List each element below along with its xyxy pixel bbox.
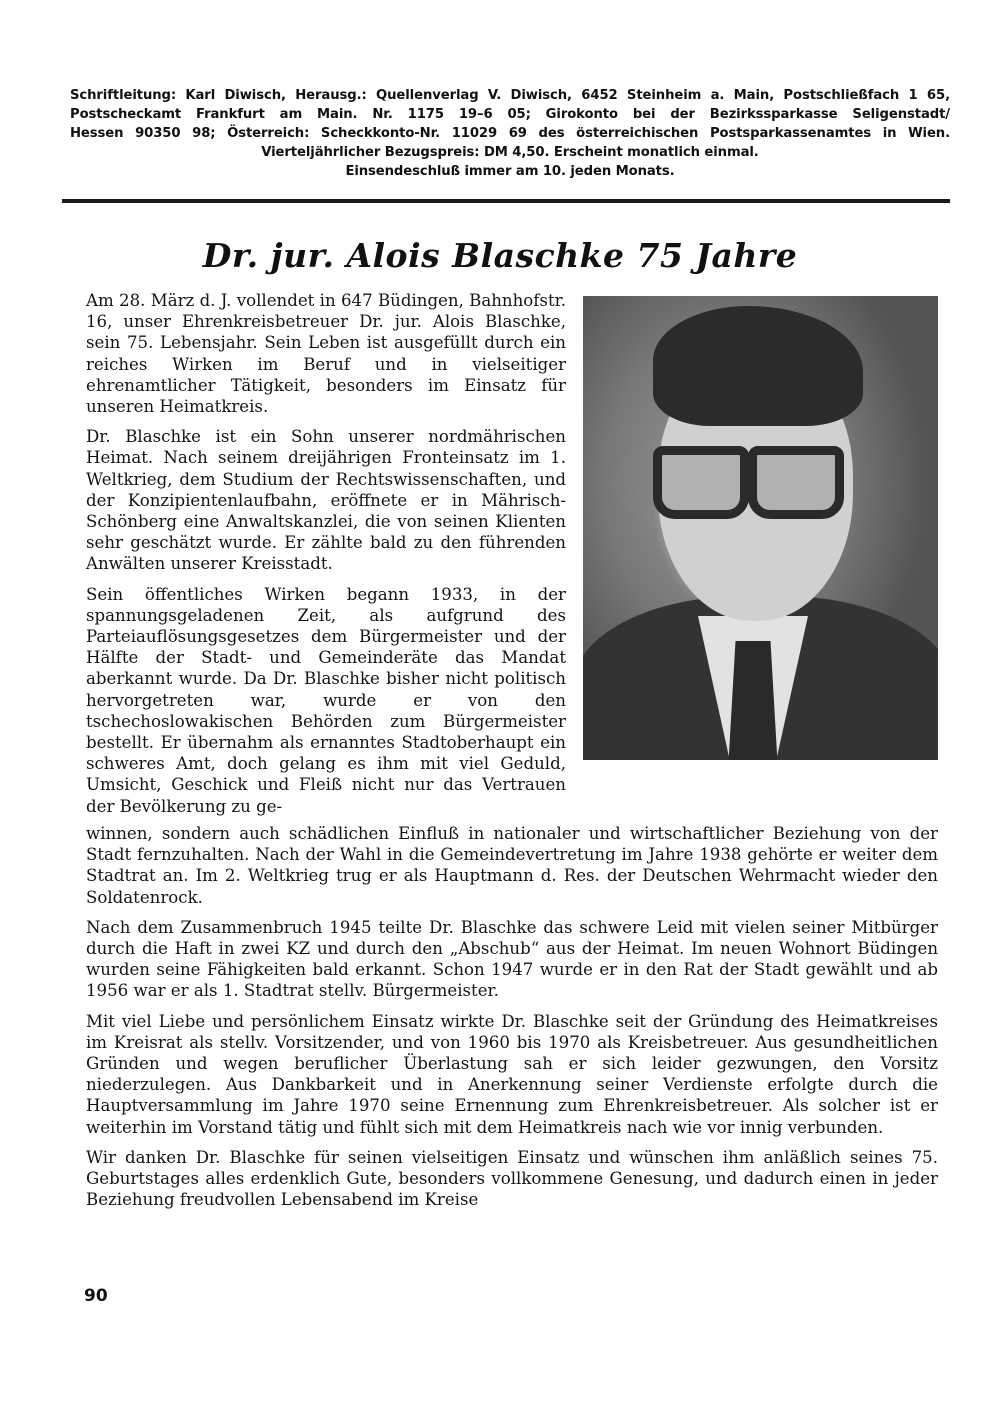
masthead-line: Hessen 90350 98; Österreich: Scheckkonto-Nr. 11029 69 des österreichischen Postsparkassenamtes in Wien.	[70, 126, 950, 141]
masthead-line: Vierteljährlicher Bezugspreis: DM 4,50. Erscheint monatlich einmal.	[261, 145, 759, 160]
masthead-line: Schriftleitung: Karl Diwisch, Herausg.: Quellenverlag V. Diwisch, 6452 Steinheim a. Main, Postschließfach 1 65,	[70, 88, 950, 103]
article-column	[86, 290, 566, 817]
masthead-divider	[62, 199, 950, 203]
photo-hair	[653, 306, 863, 426]
photo-tie	[728, 641, 778, 760]
masthead-line: Einsendeschluß immer am 10. jeden Monats.	[345, 164, 675, 179]
paragraph: winnen, sondern auch schädlichen Einfluß in nationaler und wirtschaftlicher Beziehung von der Stadt fernzuhalten. Nach der Wahl in die Gemeindevertretung im Jahre 1938 gehörte er weiter dem Stadtrat an. Im 2. Weltkrieg trug er als Hauptmann d. Res. der Deutschen Wehrmacht wieder den Soldatenrock.	[86, 824, 938, 907]
paragraph: Am 28. März d. J. vollendet in 647 Büdingen, Bahnhofstr. 16, unser Ehrenkreisbetreuer Dr. jur. Alois Blaschke, sein 75. Lebensjahr. Sein Leben ist ausgefüllt durch ein reiches Wirken im Beruf und in vielseitiger ehrenamtlicher Tätigkeit, besonders im Einsatz für unseren Heimatkreis.	[86, 291, 566, 417]
paragraph: Dr. Blaschke ist ein Sohn unserer nordmährischen Heimat. Nach seinem dreijährigen Fronteinsatz im 1. Weltkrieg, dem Studium der Rechtswissenschaften, und der Konzipientenlaufbahn, eröffnete er in Mährisch-Schönberg eine Anwaltskanzlei, die von seinen Klienten sehr geschätzt wurde. Er zählte bald zu den führenden Anwälten unserer Kreisstadt.	[86, 427, 566, 574]
paragraph: Mit viel Liebe und persönlichem Einsatz wirkte Dr. Blaschke seit der Gründung des Heimatkreises im Kreisrat als stellv. Vorsitzender, und von 1960 bis 1970 als Kreisbetreuer. Aus gesundheitlichen Gründen und wegen beruflicher Überlastung sah er sich leider gezwungen, den Vorsitz niederzulegen. Aus Dankbarkeit und in Anerkennung seiner Verdienste erfolgte durch die Hauptversammlung im Jahre 1970 seine Ernennung zum Ehrenkreisbetreuer. Als solcher ist er weiterhin im Vorstand tätig und fühlt sich mit dem Heimatkreis nach wie vor innig verbunden.	[86, 1011, 938, 1137]
article-full-width	[86, 823, 938, 1219]
photo-glasses-left	[653, 446, 749, 519]
masthead	[70, 86, 950, 181]
masthead-line: Postscheckamt Frankfurt am Main. Nr. 1175 19–6 05; Girokonto bei der Bezirkssparkasse Seligenstadt/	[70, 107, 950, 122]
paragraph: Nach dem Zusammenbruch 1945 teilte Dr. Blaschke das schwere Leid mit vielen seiner Mitbürger durch die Haft in zwei KZ und durch den „Abschub“ aus der Heimat. Im neuen Wohnort Büdingen wurden seine Fähigkeiten bald erkannt. Schon 1947 wurde er in den Rat der Stadt gewählt und ab 1956 war er als 1. Stadtrat stellv. Bürgermeister.	[86, 917, 938, 1001]
page-number: 90	[84, 1286, 108, 1306]
photo-glasses-right	[748, 446, 844, 519]
paragraph: Wir danken Dr. Blaschke für seinen vielseitigen Einsatz und wünschen ihm anläßlich seines 75. Geburtstages alles erdenklich Gute, besonders vollkommene Genesung, und dadurch einen in jeder Beziehung freudvollen Lebensabend im Kreise	[86, 1147, 938, 1210]
portrait-photo	[583, 296, 938, 760]
article-title: Dr. jur. Alois Blaschke 75 Jahre	[202, 236, 798, 275]
paragraph: Sein öffentliches Wirken begann 1933, in der spannungsgeladenen Zeit, als aufgrund des Parteiauflösungsgesetzes dem Bürgermeister und der Hälfte der Stadt- und Gemeinderäte das Mandat aberkannt wurde. Da Dr. Blaschke bisher nicht politisch hervorgetreten war, wurde er von den tschechoslowakischen Behörden zum Bürgermeister bestellt. Er übernahm als ernanntes Stadtoberhaupt ein schweres Amt, doch gelang es ihm mit viel Geduld, Umsicht, Geschick und Fleiß nicht nur das Vertrauen der Bevölkerung zu ge-	[86, 584, 566, 816]
